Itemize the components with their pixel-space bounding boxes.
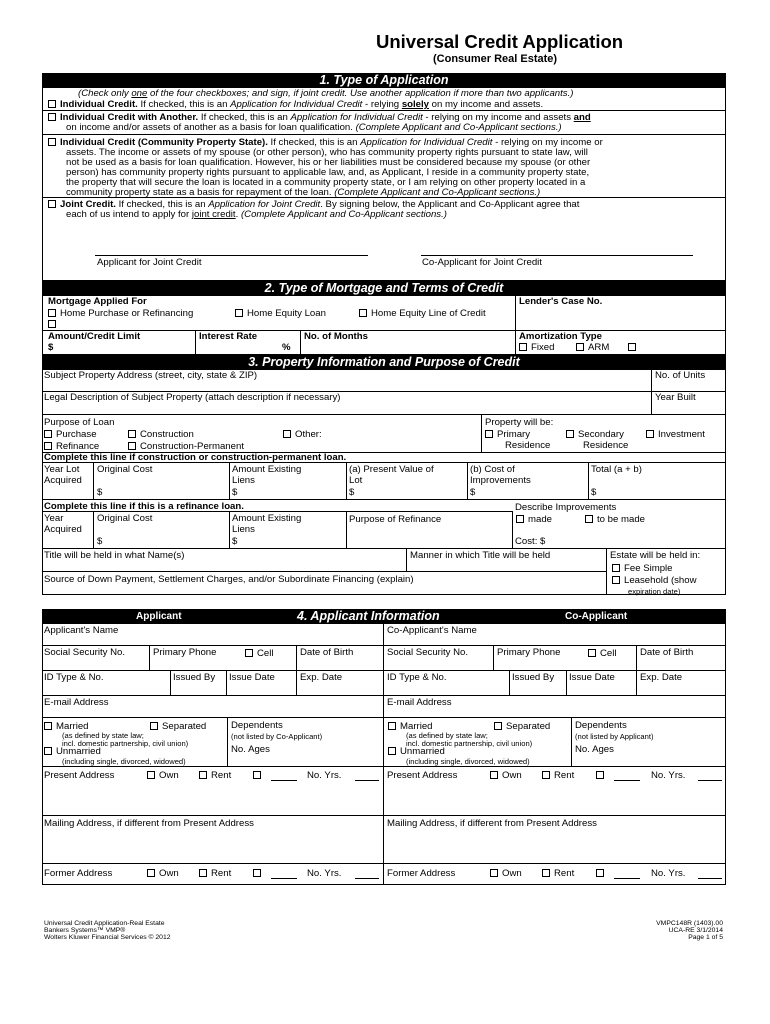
coapplicant-former-yrs-line[interactable] — [698, 878, 722, 879]
expiration-date-label: expiration date) — [628, 587, 681, 596]
amortization-other-checkbox[interactable] — [628, 343, 636, 351]
option-joint-credit[interactable]: Joint Credit. If checked, this is an Application for Joint Credit. By signing below, the Applicant and Co-Applicant agree that — [48, 199, 579, 210]
coapplicant-married-option[interactable]: Married — [388, 721, 433, 732]
refi-year-acquired-label-1: Year — [44, 513, 64, 524]
coapplicant-primary-phone-label: Primary Phone — [497, 647, 561, 658]
coapplicant-former-rent-option[interactable]: Rent — [542, 868, 574, 879]
refi-liens-dollar: $ — [232, 536, 238, 547]
applicant-column-header: Applicant — [136, 611, 182, 622]
year-built-label: Year Built — [655, 392, 696, 403]
divider — [42, 695, 383, 696]
estate-held-in-label: Estate will be held in: — [610, 550, 701, 561]
fee-simple-option[interactable]: Fee Simple — [612, 563, 673, 574]
form-title: Universal Credit Application — [376, 31, 624, 52]
section-1-header: 1. Type of Application — [42, 73, 726, 87]
fee-simple-checkbox[interactable] — [612, 564, 620, 572]
arm-checkbox[interactable] — [576, 343, 584, 351]
leasehold-option[interactable]: Leasehold (show — [612, 575, 697, 586]
secondary-residence-sub: Residence — [583, 440, 629, 451]
column-divider — [383, 623, 384, 885]
applicant-id-type-label: ID Type & No. — [44, 672, 104, 683]
coapplicant-id-type-label: ID Type & No. — [387, 672, 447, 683]
coapplicant-mailing-address-label: Mailing Address, if different from Present Address — [387, 818, 597, 829]
community-property-checkbox[interactable] — [48, 138, 56, 146]
amount-credit-limit-label: Amount/Credit Limit — [48, 331, 141, 342]
year-lot-acquired-label-2: Acquired — [44, 475, 82, 486]
title-names-label: Title will be held in what Name(s) — [44, 550, 185, 561]
option-individual-credit[interactable]: Individual Credit. If checked, this is an Application for Individual Credit - relying solely on my income and assets. — [48, 99, 543, 110]
subject-property-address-label: Subject Property Address (street, city, state & ZIP) — [44, 370, 258, 381]
option-4-line-2: each of us intend to apply for joint credit. (Complete Applicant and Co-Applicant sections.) — [66, 209, 447, 220]
footer-copyright: Wolters Kluwer Financial Services © 2012 — [44, 934, 171, 941]
construction-permanent-checkbox[interactable] — [128, 442, 136, 450]
home-purchase-option[interactable]: Home Purchase or Refinancing — [48, 308, 193, 319]
refi-original-cost-dollar: $ — [97, 536, 103, 547]
refi-original-cost-label: Original Cost — [97, 513, 153, 524]
amount-existing-liens-label-1: Amount Existing — [232, 464, 302, 475]
option-3-line-4: person) has community property rights pursuant to applicable law, and, as Applicant, I reside in a community property state, — [66, 167, 590, 178]
applicant-present-other-checkbox[interactable] — [253, 771, 261, 779]
divider — [229, 462, 230, 499]
improvements-made-checkbox[interactable] — [516, 515, 524, 523]
divider — [512, 511, 513, 548]
divider — [42, 330, 726, 331]
applicant-present-no-yrs-label: No. Yrs. — [307, 770, 342, 781]
divider — [383, 645, 726, 646]
other-purpose-checkbox[interactable] — [283, 430, 291, 438]
divider — [467, 462, 468, 499]
coapplicant-issued-by-label: Issued By — [512, 672, 555, 683]
option-community-property[interactable]: Individual Credit (Community Property State). If checked, this is an Application for Individual Credit - relying on my income or — [48, 137, 603, 148]
heloc-checkbox[interactable] — [359, 309, 367, 317]
coapplicant-dob-label: Date of Birth — [640, 647, 694, 658]
original-cost-dollar: $ — [97, 487, 103, 498]
divider — [636, 645, 637, 670]
primary-residence-option[interactable]: Primary — [485, 429, 530, 440]
applicant-ssn-label: Social Security No. — [44, 647, 126, 658]
liens-dollar: $ — [232, 487, 238, 498]
present-value-lot-label-1: (a) Present Value of — [349, 464, 434, 475]
divider — [42, 815, 383, 816]
coapplicant-ssn-label: Social Security No. — [387, 647, 469, 658]
divider — [346, 462, 347, 499]
applicant-present-yrs-line[interactable] — [355, 780, 379, 781]
divider — [300, 330, 301, 355]
option-3-line-6: community property state as a basis for repayment of the loan. (Complete Applicant and Co-Applicant sections.) — [66, 187, 541, 198]
applicant-dependents-note: (not listed by Co-Applicant) — [231, 732, 323, 741]
amortization-type-label: Amortization Type — [519, 331, 602, 342]
home-purchase-checkbox[interactable] — [48, 309, 56, 317]
divider — [296, 670, 297, 695]
divider — [481, 414, 482, 452]
applicant-mailing-address-label: Mailing Address, if different from Present Address — [44, 818, 254, 829]
divider — [651, 391, 652, 414]
amount-dollar-sign: $ — [48, 342, 54, 353]
section-4-header: 4. Applicant Information — [297, 609, 440, 623]
footer-form-number: VMPC148R (1403).00 — [656, 920, 723, 927]
section-3-header: 3. Property Information and Purpose of Credit — [42, 355, 726, 369]
no-of-months-label: No. of Months — [304, 331, 368, 342]
interest-percent-sign: % — [282, 342, 291, 353]
coapplicant-present-rent-option[interactable]: Rent — [542, 770, 574, 781]
divider — [42, 670, 383, 671]
coapplicant-former-address-label: Former Address — [387, 868, 456, 879]
divider — [571, 717, 572, 766]
divider — [383, 815, 726, 816]
primary-residence-checkbox[interactable] — [485, 430, 493, 438]
coapplicant-exp-date-label: Exp. Date — [640, 672, 683, 683]
coapplicant-email-label: E-mail Address — [387, 697, 452, 708]
divider — [42, 110, 726, 111]
secondary-residence-checkbox[interactable] — [566, 430, 574, 438]
heloc-option[interactable]: Home Equity Line of Credit — [359, 308, 486, 319]
coapplicant-single-note: (including single, divorced, widowed) — [406, 757, 530, 766]
refinance-option[interactable]: Refinance — [44, 441, 99, 452]
applicant-former-no-yrs-label: No. Yrs. — [307, 868, 342, 879]
coapplicant-present-own-option[interactable]: Own — [490, 770, 522, 781]
applicant-domestic-note: incl. domestic partnership, civil union) — [62, 739, 189, 748]
section-1-instructions: (Check only one of the four checkboxes; and sign, if joint credit. Use another application if more than two applicants.) — [78, 88, 574, 99]
no-of-units-label: No. of Units — [655, 370, 706, 381]
construction-option[interactable]: Construction — [128, 429, 194, 440]
divider — [651, 369, 652, 391]
applicant-dob-label: Date of Birth — [300, 647, 354, 658]
coapplicant-former-no-yrs-label: No. Yrs. — [651, 868, 686, 879]
section-4-frame — [42, 623, 726, 885]
section-2-header: 2. Type of Mortgage and Terms of Credit — [42, 281, 726, 295]
improvements-cost-label: Cost: $ — [515, 536, 546, 547]
improvements-made-option[interactable]: made — [516, 514, 552, 525]
divider — [42, 134, 726, 135]
footer-page-number: Page 1 of 5 — [688, 934, 723, 941]
divider — [383, 695, 726, 696]
applicant-former-address-label: Former Address — [44, 868, 113, 879]
joint-credit-checkbox[interactable] — [48, 200, 56, 208]
divider — [42, 511, 512, 512]
applicant-present-address-label: Present Address — [44, 770, 115, 781]
applicant-present-own-option[interactable]: Own — [147, 770, 179, 781]
construction-checkbox[interactable] — [128, 430, 136, 438]
option-3-line-2: assets. The income or assets of my spouse (or other person), who has community property rights pursuant to state law, will — [66, 147, 588, 158]
applicant-former-own-option[interactable]: Own — [147, 868, 179, 879]
coapplicant-unmarried-option[interactable]: Unmarried — [388, 746, 445, 757]
coapplicant-dependents-label: Dependents — [575, 720, 627, 731]
coapplicant-issue-date-label: Issue Date — [569, 672, 615, 683]
divider — [383, 766, 726, 767]
applicant-issued-by-label: Issued By — [173, 672, 216, 683]
property-will-be-label: Property will be: — [485, 417, 554, 428]
applicant-unmarried-option[interactable]: Unmarried — [44, 746, 101, 757]
option-3-line-5: the property that will secure the loan is located in a community property state, or I am relying on other property located in a — [66, 177, 586, 188]
coapplicant-present-rent-checkbox[interactable] — [542, 771, 550, 779]
applicant-issue-date-label: Issue Date — [229, 672, 275, 683]
divider — [227, 717, 228, 766]
purchase-option[interactable]: Purchase — [44, 429, 97, 440]
applicant-single-note: (including single, divorced, widowed) — [62, 757, 186, 766]
cost-improvements-label-1: (b) Cost of — [470, 464, 515, 475]
coapplicant-domestic-note: incl. domestic partnership, civil union) — [406, 739, 533, 748]
divider — [42, 499, 726, 500]
applicant-state-law-note: (as defined by state law; — [62, 731, 144, 740]
option-3-line-3: not be used as a basis for loan qualification. However, his or her liabilities must be considered because my spouse (or other — [66, 157, 591, 168]
applicant-present-own-checkbox[interactable] — [147, 771, 155, 779]
applicant-name-label: Applicant's Name — [44, 625, 119, 636]
applicant-former-other-line[interactable] — [271, 878, 297, 879]
divider — [226, 670, 227, 695]
total-dollar: $ — [591, 487, 597, 498]
amortization-arm-option[interactable]: ARM — [576, 342, 609, 353]
divider — [42, 863, 383, 864]
leasehold-checkbox[interactable] — [612, 576, 620, 584]
divider — [606, 548, 607, 595]
divider — [509, 670, 510, 695]
coapplicant-present-other-checkbox[interactable] — [596, 771, 604, 779]
coapplicant-former-rent-checkbox[interactable] — [542, 869, 550, 877]
applicant-cell-option[interactable]: Cell — [245, 648, 274, 659]
fixed-checkbox[interactable] — [519, 343, 527, 351]
total-label: Total (a + b) — [591, 464, 642, 475]
divider — [383, 717, 726, 718]
applicant-married-checkbox[interactable] — [44, 722, 52, 730]
applicant-former-own-checkbox[interactable] — [147, 869, 155, 877]
divider — [383, 670, 726, 671]
purpose-of-loan-label: Purpose of Loan — [44, 417, 115, 428]
footer-publisher: Bankers Systems™ VMP® — [44, 927, 126, 934]
investment-option[interactable]: Investment — [646, 429, 705, 440]
cost-improvements-label-2: Improvements — [470, 475, 531, 486]
divider — [493, 645, 494, 670]
divider — [42, 548, 726, 549]
footer-form-name: Universal Credit Application-Real Estate — [44, 920, 165, 927]
refinance-line-note: Complete this line if this is a refinance loan. — [44, 501, 244, 512]
improvements-to-be-made-option[interactable]: to be made — [585, 514, 645, 525]
divider — [93, 511, 94, 548]
source-down-payment-label: Source of Down Payment, Settlement Charges, and/or Subordinate Financing (explain) — [44, 574, 414, 585]
divider — [566, 670, 567, 695]
coapplicant-present-own-checkbox[interactable] — [490, 771, 498, 779]
applicant-email-label: E-mail Address — [44, 697, 109, 708]
divider — [42, 645, 383, 646]
applicant-separated-option[interactable]: Separated — [150, 721, 206, 732]
divider — [170, 670, 171, 695]
year-lot-acquired-label-1: Year Lot — [44, 464, 80, 475]
coapplicant-separated-checkbox[interactable] — [494, 722, 502, 730]
coapplicant-former-other-line[interactable] — [614, 878, 640, 879]
form-subtitle: (Consumer Real Estate) — [433, 53, 558, 65]
coapplicant-married-checkbox[interactable] — [388, 722, 396, 730]
divider — [42, 462, 726, 463]
individual-with-another-checkbox[interactable] — [48, 113, 56, 121]
applicant-former-rent-option[interactable]: Rent — [199, 868, 231, 879]
applicant-primary-phone-label: Primary Phone — [153, 647, 217, 658]
applicant-signature-line[interactable] — [95, 255, 368, 256]
describe-improvements-label: Describe Improvements — [515, 502, 617, 513]
home-equity-loan-checkbox[interactable] — [235, 309, 243, 317]
home-equity-loan-option[interactable]: Home Equity Loan — [235, 308, 326, 319]
applicant-separated-checkbox[interactable] — [150, 722, 158, 730]
divider — [42, 197, 726, 198]
coapplicant-dependents-note: (not listed by Applicant) — [575, 732, 654, 741]
coapplicant-column-header: Co-Applicant — [565, 611, 628, 622]
coapplicant-present-yrs-line[interactable] — [698, 780, 722, 781]
refi-amount-existing-label-1: Amount Existing — [232, 513, 302, 524]
divider — [42, 717, 383, 718]
option-individual-credit-with-another[interactable]: Individual Credit with Another. If checked, this is an Application for Individual Credit - relying on my income and assets and — [48, 112, 591, 123]
coapplicant-no-ages-label: No. Ages — [575, 744, 614, 755]
purpose-of-refinance-label: Purpose of Refinance — [349, 514, 442, 525]
present-value-lot-label-2: Lot — [349, 475, 363, 486]
individual-credit-checkbox[interactable] — [48, 100, 56, 108]
amount-existing-liens-label-2: Liens — [232, 475, 255, 486]
coapplicant-present-address-label: Present Address — [387, 770, 458, 781]
divider — [346, 511, 347, 548]
coapplicant-unmarried-checkbox[interactable] — [388, 747, 396, 755]
applicant-present-rent-option[interactable]: Rent — [199, 770, 231, 781]
applicant-former-yrs-line[interactable] — [355, 878, 379, 879]
divider — [296, 645, 297, 670]
mortgage-applied-for-label: Mortgage Applied For — [48, 296, 147, 307]
coapplicant-joint-credit-label: Co-Applicant for Joint Credit — [422, 257, 542, 268]
coapplicant-signature-line[interactable] — [421, 255, 693, 256]
lenders-case-no-label: Lender's Case No. — [519, 296, 603, 307]
construction-permanent-option[interactable]: Construction-Permanent — [128, 441, 244, 452]
refi-amount-existing-label-2: Liens — [232, 524, 255, 535]
legal-description-label: Legal Description of Subject Property (attach description if necessary) — [44, 392, 341, 403]
other-purpose-option[interactable]: Other: — [283, 429, 322, 440]
divider — [636, 670, 637, 695]
applicant-exp-date-label: Exp. Date — [300, 672, 343, 683]
construction-line-note: Complete this line if construction or construction-permanent loan. — [44, 452, 347, 463]
divider — [515, 295, 516, 355]
coapplicant-cell-checkbox[interactable] — [588, 649, 596, 657]
coapplicant-former-own-option[interactable]: Own — [490, 868, 522, 879]
applicant-cell-checkbox[interactable] — [245, 649, 253, 657]
applicant-present-rent-checkbox[interactable] — [199, 771, 207, 779]
coapplicant-name-label: Co-Applicant's Name — [387, 625, 477, 636]
coapplicant-separated-option[interactable]: Separated — [494, 721, 550, 732]
applicant-unmarried-checkbox[interactable] — [44, 747, 52, 755]
footer-version: UCA-RE 3/1/2014 — [668, 927, 723, 934]
applicant-present-other-line[interactable] — [271, 780, 297, 781]
divider — [42, 571, 606, 572]
coapplicant-present-other-line[interactable] — [614, 780, 640, 781]
improvements-to-be-made-checkbox[interactable] — [585, 515, 593, 523]
option-2-line-2: on income and/or assets of another as a basis for loan qualification. (Complete Applicant and Co-Applicant sections.) — [66, 122, 562, 133]
primary-residence-sub: Residence — [505, 440, 551, 451]
applicant-dependents-label: Dependents — [231, 720, 283, 731]
divider — [42, 766, 383, 767]
divider — [383, 863, 726, 864]
applicant-former-rent-checkbox[interactable] — [199, 869, 207, 877]
mortgage-other-checkbox[interactable] — [48, 320, 56, 328]
amortization-fixed-option[interactable]: Fixed — [519, 342, 554, 353]
coapplicant-state-law-note: (as defined by state law; — [406, 731, 488, 740]
applicant-joint-credit-label: Applicant for Joint Credit — [97, 257, 202, 268]
coapplicant-present-no-yrs-label: No. Yrs. — [651, 770, 686, 781]
coapplicant-cell-option[interactable]: Cell — [588, 648, 617, 659]
present-value-dollar: $ — [349, 487, 355, 498]
coapplicant-former-other-checkbox[interactable] — [596, 869, 604, 877]
secondary-residence-option[interactable]: Secondary — [566, 429, 624, 440]
applicant-married-option[interactable]: Married — [44, 721, 89, 732]
applicant-no-ages-label: No. Ages — [231, 744, 270, 755]
divider — [229, 511, 230, 548]
investment-checkbox[interactable] — [646, 430, 654, 438]
original-cost-label: Original Cost — [97, 464, 153, 475]
divider — [93, 462, 94, 499]
coapplicant-former-own-checkbox[interactable] — [490, 869, 498, 877]
refi-year-acquired-label-2: Acquired — [44, 524, 82, 535]
divider — [42, 414, 726, 415]
interest-rate-label: Interest Rate — [199, 331, 258, 342]
divider — [149, 645, 150, 670]
purchase-checkbox[interactable] — [44, 430, 52, 438]
applicant-former-other-checkbox[interactable] — [253, 869, 261, 877]
refinance-checkbox[interactable] — [44, 442, 52, 450]
cost-improvements-dollar: $ — [470, 487, 476, 498]
divider — [588, 462, 589, 499]
divider — [406, 548, 407, 571]
divider — [195, 330, 196, 355]
manner-title-label: Manner in which Title will be held — [410, 550, 551, 561]
